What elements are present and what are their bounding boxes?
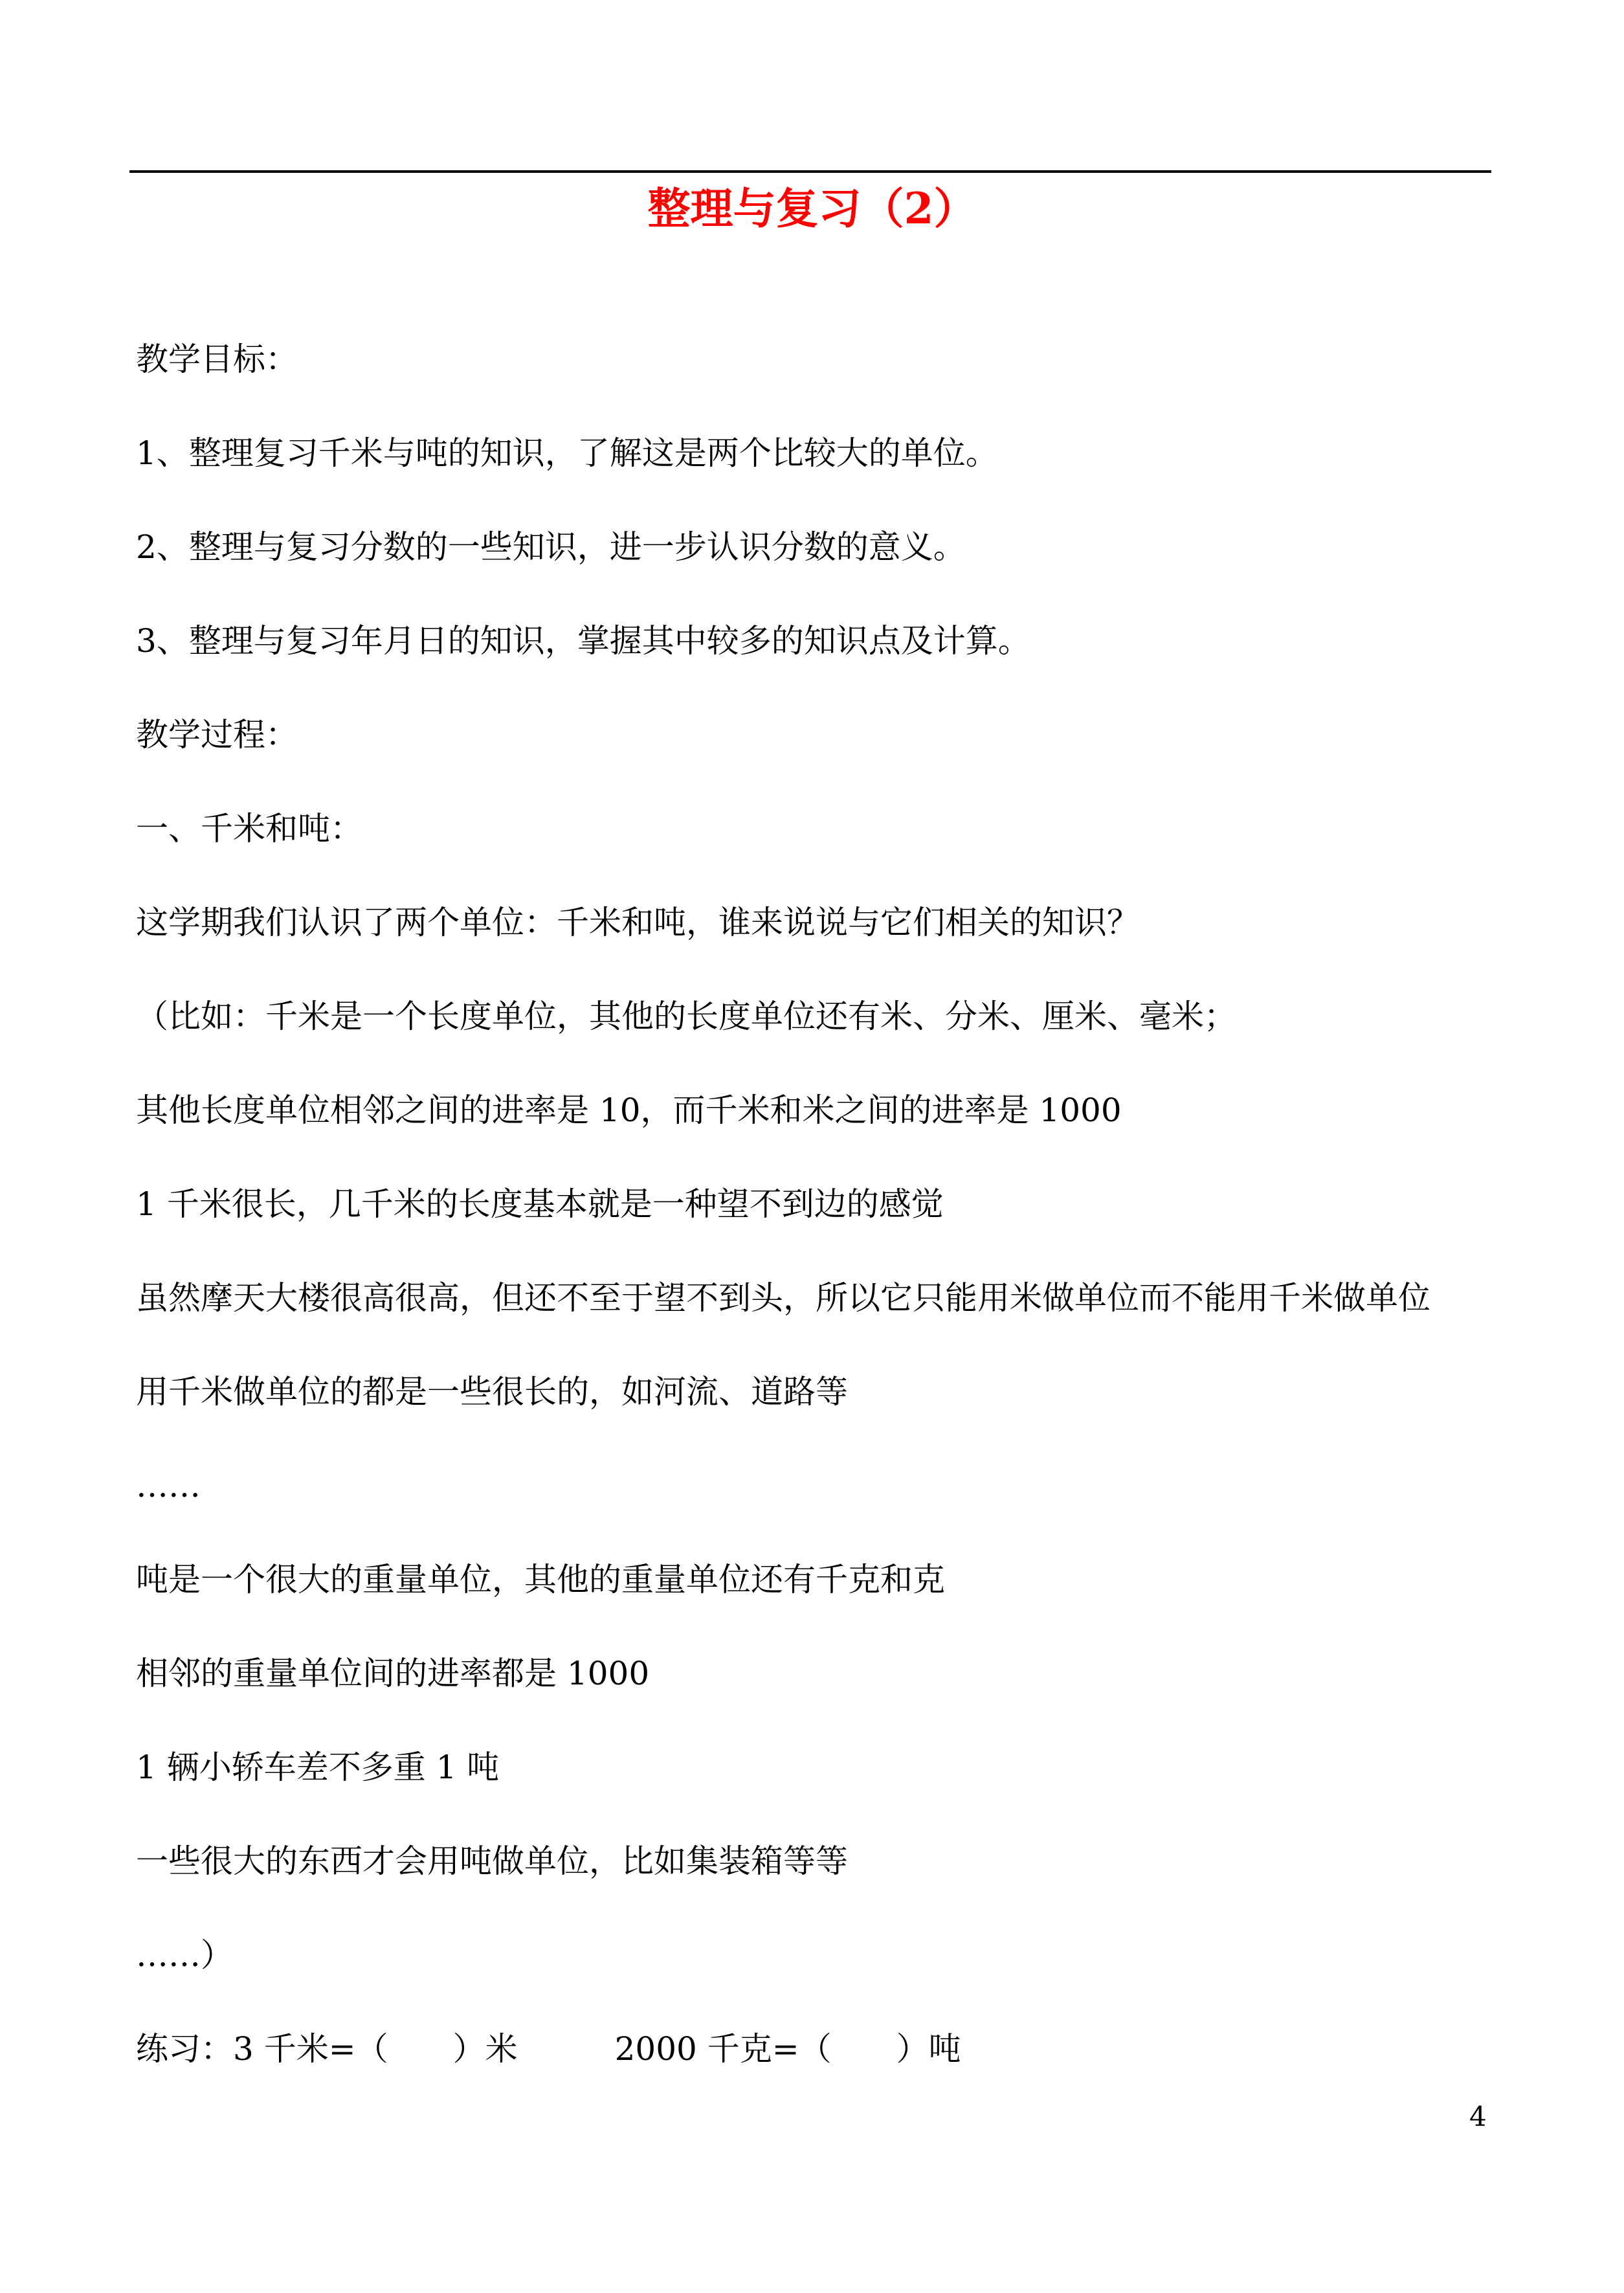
paragraph-line: （比如：千米是一个长度单位，其他的长度单位还有米、分米、厘米、毫米； xyxy=(136,998,1236,1035)
paragraph-line: 一些很大的东西才会用吨做单位，比如集装箱等等 xyxy=(136,1842,848,1880)
objective-item-3: 3、整理与复习年月日的知识，掌握其中较多的知识点及计算。 xyxy=(136,622,1030,660)
ellipsis-line: …… xyxy=(136,1467,201,1504)
paragraph-line: 其他长度单位相邻之间的进率是 10，而千米和米之间的进率是 1000 xyxy=(136,1091,1122,1129)
objective-item-1: 1、整理复习千米与吨的知识，了解这是两个比较大的单位。 xyxy=(136,434,998,472)
section-heading-process: 教学过程： xyxy=(136,716,298,754)
paragraph-line: 1 千米很长，几千米的长度基本就是一种望不到边的感觉 xyxy=(136,1185,944,1223)
section-heading-objectives: 教学目标： xyxy=(136,341,298,378)
header-rule xyxy=(129,170,1491,173)
paragraph-line: 虽然摩天大楼很高很高，但还不至于望不到头，所以它只能用米做单位而不能用千米做单位 xyxy=(136,1279,1430,1317)
ellipsis-line: ……） xyxy=(136,1936,233,1974)
subsection-heading-km-ton: 一、千米和吨： xyxy=(136,810,362,847)
objective-item-2: 2、整理与复习分数的一些知识，进一步认识分数的意义。 xyxy=(136,528,966,566)
paragraph-line: 1 辆小轿车差不多重 1 吨 xyxy=(136,1749,500,1786)
exercise-line: 练习：3 千米=（ ）米 2000 千克=（ ）吨 xyxy=(136,2030,961,2068)
page-title: 整理与复习（2） xyxy=(647,183,977,234)
paragraph-line: 相邻的重量单位间的进率都是 1000 xyxy=(136,1655,650,1692)
paragraph-line: 吨是一个很大的重量单位，其他的重量单位还有千克和克 xyxy=(136,1561,945,1598)
paragraph-line: 这学期我们认识了两个单位：千米和吨，谁来说说与它们相关的知识？ xyxy=(136,904,1139,941)
page-number: 4 xyxy=(1469,2101,1487,2132)
paragraph-line: 用千米做单位的都是一些很长的，如河流、道路等 xyxy=(136,1373,848,1411)
